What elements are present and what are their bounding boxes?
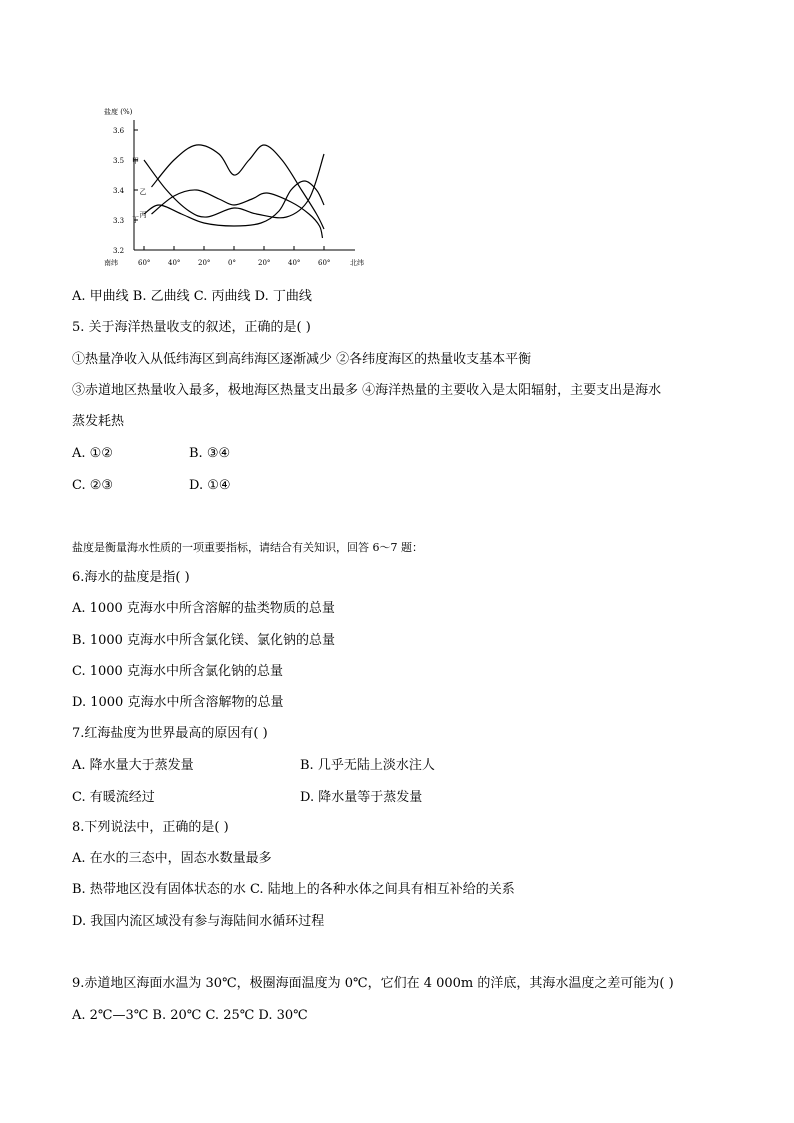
q7-stem: 7.红海盐度为世界最高的原因有( ) xyxy=(72,726,268,741)
salinity-curve xyxy=(144,181,324,226)
q5-statement-2: ③赤道地区热量收入最多，极地海区热量支出最多 ④海洋热量的主要收入是太阳辐射，主要支出是海水 xyxy=(72,383,662,398)
salinity-curve xyxy=(152,190,323,238)
x-tick-label: 20° xyxy=(258,259,271,267)
q5-option-a: A. ①② xyxy=(72,446,113,461)
x-tick-label: 60° xyxy=(138,259,151,267)
q8-stem: 8.下列说法中，正确的是( ) xyxy=(72,820,229,835)
q9-options: A. 2℃—3℃ B. 20℃ C. 25℃ D. 30℃ xyxy=(72,1008,308,1023)
q5-option-d: D. ①④ xyxy=(189,478,231,493)
salinity-chart xyxy=(100,100,380,275)
q5-option-c: C. ②③ xyxy=(72,478,114,493)
x-tick-label: 0° xyxy=(228,259,236,267)
q7-option-c: C. 有暖流经过 xyxy=(72,790,155,805)
q6-option-d: D. 1000 克海水中所含溶解物的总量 xyxy=(72,695,284,710)
x-tick-label: 北纬 xyxy=(350,259,364,267)
q6-option-b: B. 1000 克海水中所含氯化镁、氯化钠的总量 xyxy=(72,633,336,648)
y-tick-label: 3.6 xyxy=(113,127,125,135)
q7-option-b: B. 几乎无陆上淡水注人 xyxy=(300,758,435,773)
q5-option-b: B. ③④ xyxy=(189,446,231,461)
y-tick-label: 3.3 xyxy=(113,217,125,225)
x-tick-label: 60° xyxy=(318,259,331,267)
q6-option-c: C. 1000 克海水中所含氯化钠的总量 xyxy=(72,664,283,679)
y-tick-label: 3.4 xyxy=(113,187,125,195)
y-tick-label: 3.5 xyxy=(113,157,125,165)
curve-label: 甲 xyxy=(132,157,139,165)
q9-stem: 9.赤道地区海面水温为 30℃，极圈海面温度为 0℃，它们在 4 000m 的洋底，其海水温度之差可能为( ) xyxy=(72,976,674,991)
q8-option-d: D. 我国内流区域没有参与海陆间水循环过程 xyxy=(72,914,325,929)
q4-options: A. 甲曲线 B. 乙曲线 C. 丙曲线 D. 丁曲线 xyxy=(72,289,312,304)
x-tick-label: 南纬 xyxy=(104,259,118,267)
q6-option-a: A. 1000 克海水中所含溶解的盐类物质的总量 xyxy=(72,601,335,616)
x-tick-label: 20° xyxy=(198,259,211,267)
salinity-curve xyxy=(152,145,325,229)
curve-label: 乙 xyxy=(139,188,147,196)
curve-label: 丙 xyxy=(139,211,147,219)
q5-statement-1: ①热量净收入从低纬海区到高纬海区逐渐减少 ②各纬度海区的热量收支基本平衡 xyxy=(72,352,532,367)
q8-option-bc: B. 热带地区没有固体状态的水 C. 陆地上的各种水体之间具有相互补给的关系 xyxy=(72,882,515,897)
y-tick-label: 3.2 xyxy=(113,247,125,255)
q5-stem: 5. 关于海洋热量收支的叙述，正确的是( ) xyxy=(72,320,311,335)
q8-option-a: A. 在水的三态中，固态水数量最多 xyxy=(72,851,272,866)
x-tick-label: 40° xyxy=(168,259,181,267)
q7-option-d: D. 降水量等于蒸发量 xyxy=(300,790,423,805)
intro-text: 盐度是衡量海水性质的一项重要指标，请结合有关知识，回答 6～7 题： xyxy=(72,541,423,554)
q7-option-a: A. 降水量大于蒸发量 xyxy=(72,758,194,773)
x-tick-label: 40° xyxy=(288,259,301,267)
q6-stem: 6.海水的盐度是指( ) xyxy=(72,570,190,585)
q5-statement-3: 蒸发耗热 xyxy=(72,414,125,429)
y-axis-label: 盐度 (%) xyxy=(104,108,133,116)
curve-label: 丁 xyxy=(132,216,139,224)
